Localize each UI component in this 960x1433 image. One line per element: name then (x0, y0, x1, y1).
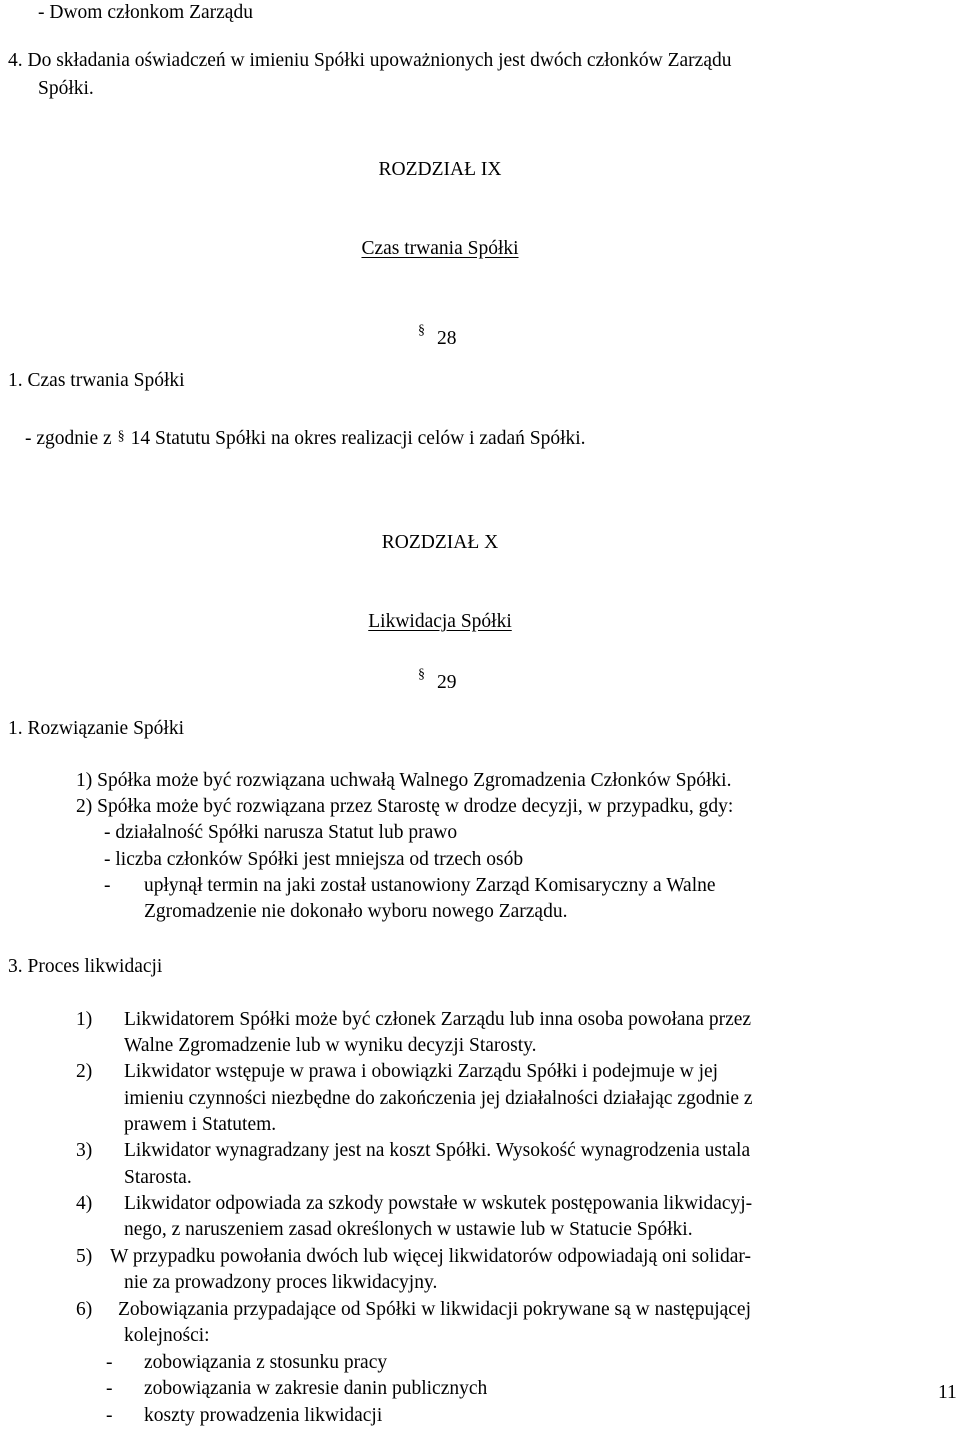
point-6: Zobowiązania przypadające od Spółki w likwidacji pokrywane są w następującej (118, 1299, 751, 1320)
body-text: 14 Statutu Spółki na okres realizacji celów i zadań Spółki. (130, 428, 586, 449)
point-6b: zobowiązania w zakresie danin publicznych (144, 1378, 488, 1399)
sub-item-2c-continuation: Zgromadzenie nie dokonało wyboru nowego Zarządu. (144, 901, 568, 922)
sub-item-2b: - liczba członków Spółki jest mniejsza od trzech osób (104, 849, 524, 870)
point-3: Likwidator wynagradzany jest na koszt Spółki. Wysokość wynagrodzenia ustala (124, 1140, 751, 1161)
list-item-4: 4. Do składania oświadczeń w imieniu Spółki upoważnionych jest dwóch członków Zarządu (8, 50, 732, 71)
section-number: 28 (437, 328, 457, 349)
section-sign: § (418, 667, 425, 682)
section-29 (418, 662, 457, 696)
point-2-continuation: imieniu czynności niezbędne do zakończenia jej działalności działając zgodnie z (124, 1088, 753, 1109)
point-4: Likwidator odpowiada za szkody powstałe w wskutek postępowania likwidacyj- (124, 1193, 753, 1214)
point-6c: koszty prowadzenia likwidacji (144, 1405, 383, 1426)
page-number: 11 (938, 1382, 957, 1403)
point-5-continuation: nie za prowadzony proces likwidacyjny. (124, 1272, 438, 1293)
chapter-10-title-text: Likwidacja Spółki (368, 611, 512, 632)
point-2-number: 2) (76, 1061, 93, 1082)
sub-item-2a: - działalność Spółki narusza Statut lub prawo (104, 822, 458, 843)
czas-trwania-body (25, 424, 586, 452)
point-4-continuation: nego, z naruszeniem zasad określonych w ustawie lub w Statucie Spółki. (124, 1219, 693, 1240)
point-3-continuation: Starosta. (124, 1167, 192, 1188)
point-2: Likwidator wstępuje w prawa i obowiązki Zarządu Spółki i podejmuje w jej (124, 1061, 719, 1082)
section-sign: § (117, 429, 125, 444)
list-item-4-continuation: Spółki. (38, 78, 94, 99)
point-1-number: 1) (76, 1009, 93, 1030)
point-6c-dash: - (106, 1405, 113, 1426)
point-6b-dash: - (106, 1378, 113, 1399)
point-5: W przypadku powołania dwóch lub więcej likwidatorów odpowiadają oni solidar- (110, 1246, 751, 1267)
item-czas-trwania: 1. Czas trwania Spółki (8, 370, 185, 391)
item-rozwiazanie: 1. Rozwiązanie Spółki (8, 718, 185, 739)
section-sign: § (418, 323, 425, 338)
chapter-9-title (0, 236, 880, 262)
section-28 (418, 318, 457, 352)
point-4-number: 4) (76, 1193, 93, 1214)
sub-item-2: 2) Spółka może być rozwiązana przez Starostę w drodze decyzji, w przypadku, gdy: (76, 796, 734, 817)
point-6a-dash: - (106, 1352, 113, 1373)
point-6-continuation: kolejności: (124, 1325, 210, 1346)
point-3-number: 3) (76, 1140, 93, 1161)
point-2-continuation: prawem i Statutem. (124, 1114, 277, 1135)
sub-item-1: 1) Spółka może być rozwiązana uchwałą Walnego Zgromadzenia Członków Spółki. (76, 770, 732, 791)
point-6a: zobowiązania z stosunku pracy (144, 1352, 388, 1373)
point-6-number: 6) (76, 1299, 93, 1320)
section-number: 29 (437, 672, 457, 693)
list-item-dwom-czlonkom: - Dwom członkom Zarządu (38, 2, 253, 23)
point-1-continuation: Walne Zgromadzenie lub w wyniku decyzji Starosty. (124, 1035, 537, 1056)
point-5-number: 5) (76, 1246, 93, 1267)
chapter-9-title-text: Czas trwania Spółki (361, 238, 519, 259)
chapter-9-heading: ROZDZIAŁ IX (378, 159, 502, 180)
sub-item-2c: upłynął termin na jaki został ustanowiony Zarząd Komisaryczny a Walne (144, 875, 716, 896)
point-1: Likwidatorem Spółki może być członek Zarządu lub inna osoba powołana przez (124, 1009, 752, 1030)
sub-item-2c-dash: - (104, 875, 111, 896)
item-proces-likwidacji: 3. Proces likwidacji (8, 956, 163, 977)
chapter-10-heading: ROZDZIAŁ X (381, 532, 499, 553)
body-text: - zgodnie z (25, 428, 112, 449)
chapter-10-title (0, 609, 880, 635)
